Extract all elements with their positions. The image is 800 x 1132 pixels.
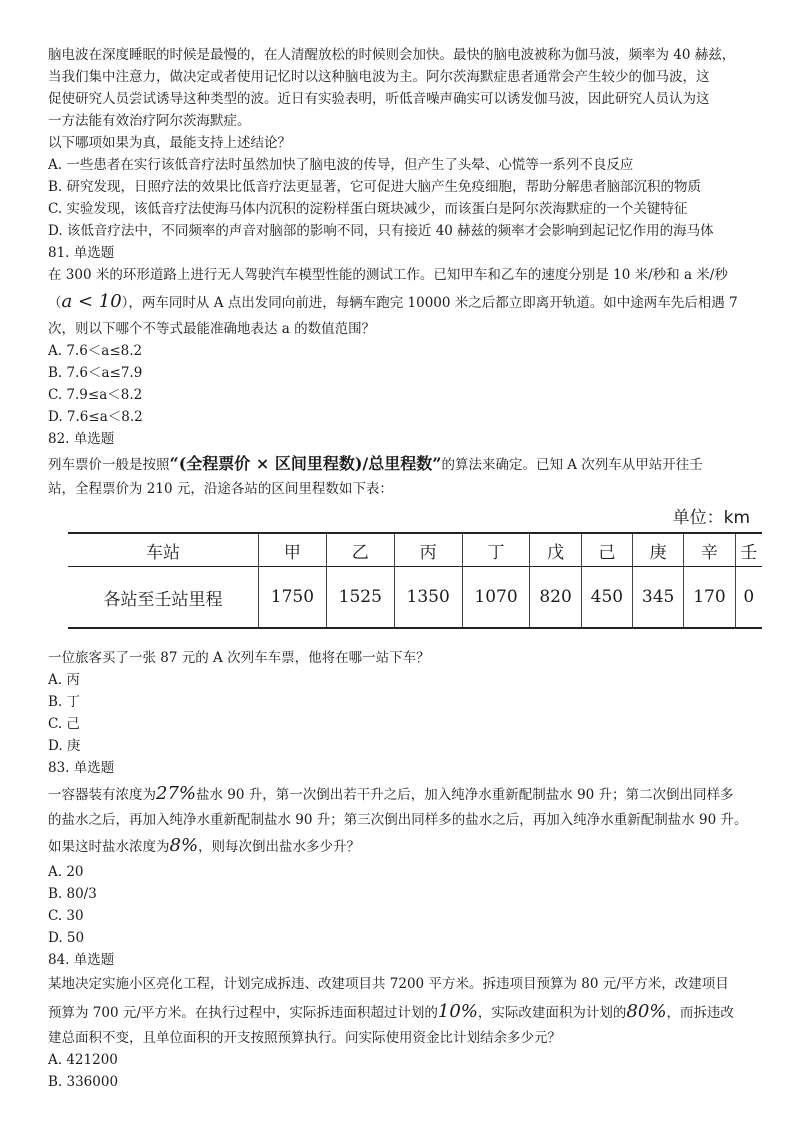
percent-80: 80% [626,1001,667,1022]
passage-line: 脑电波在深度睡眠的时候是最慢的，在人清醒放松的时候则会加快。最快的脑电波被称为伽马波，频率为 40 赫兹， [48,47,736,63]
stem-text: 一容器装有浓度为 [48,787,156,803]
question-81 [48,242,758,428]
table-header-label: 车站 [68,533,259,567]
option-a[interactable]: A. 丙 [48,672,80,688]
math-paren-close: ） [121,295,129,311]
stem-text: 预算为 700 元/平方米。在执行过程中，实际拆违面积超过计划的 [48,1005,438,1021]
stem-line: 次，则以下哪个不等式最能准确地表达 a 的数值范围？ [48,321,376,337]
passage-line: 促使研究人员尝试诱导这种类型的波。近日有实验表明，听低音噪声确实可以诱发伽马波，因此研究人员认为这 [48,91,710,107]
table-row [68,567,762,629]
question-label: 84. 单选题 [48,952,115,968]
option-c[interactable]: C. 实验发现，该低音疗法使海马体内沉积的淀粉样蛋白斑块减少，而该蛋白是阿尔茨海默症的一个关键特征 [48,201,688,217]
stem-text: 如果这时盐水浓度为 [48,839,170,855]
option-d[interactable]: D. 50 [48,930,85,946]
question-80 [48,44,758,242]
stem-text: ，而拆违改 [666,1005,734,1021]
stem-line [48,450,758,478]
table-header-cell: 辛 [684,533,735,567]
table-header-cell: 庚 [633,533,684,567]
stem-line: 建总面积不变，且单位面积的开支按照预算执行。问实际使用资金比计划结余多少元？ [48,1030,561,1046]
exam-page [48,44,758,1093]
table-header-cell: 乙 [326,533,394,567]
question-stem: 一位旅客买了一张 87 元的 A 次列车车票，他将在哪一站下车？ [48,650,430,666]
table-header-row [68,533,762,567]
stem-text: ，实际改建面积为计划的 [477,1005,627,1021]
distance-table [68,532,762,629]
table-cell: 1070 [462,567,530,629]
stem-text: ，两车同时从 A 点出发同向前进，每辆车跑完 10000 米之后都立即离开轨道。如中途两车先后相遇 7 [128,295,738,311]
option-c[interactable]: C. 30 [48,908,84,924]
option-b[interactable]: B. 研究发现，日照疗法的效果比低音疗法更显著，它可促进大脑产生免疫细胞，帮助分解患者脑部沉积的物质 [48,179,702,195]
stem-line: 的盐水之后，再加入纯净水重新配制盐水 90 升；第三次倒出同样多的盐水之后，再加入纯净水重新配制盐水 90 升。 [48,812,748,828]
option-d[interactable]: D. 该低音疗法中，不同频率的声音对脑部的影响不同，只有接近 40 赫兹的频率才会影响到起记忆作用的海马体 [48,223,714,239]
question-83 [48,757,758,949]
table-header-cell: 壬 [735,533,762,567]
table-cell: 820 [530,567,581,629]
stem-line [48,997,758,1027]
passage-line: 当我们集中注意力，做决定或者使用记忆时以这种脑电波为主。阿尔茨海默症患者通常会产生较少的伽马波，这 [48,69,710,85]
table-cell: 0 [735,567,762,629]
table-header-cell: 丙 [394,533,462,567]
table-cell: 345 [633,567,684,629]
question-82 [48,428,758,757]
question-label: 83. 单选题 [48,760,115,776]
math-paren-open: （ [48,295,62,311]
option-b[interactable]: B. 336000 [48,1074,119,1090]
question-label: 81. 单选题 [48,245,115,261]
option-a[interactable]: A. 一些患者在实行该低音疗法时虽然加快了脑电波的传导，但产生了头晕、心慌等一系列不良反应 [48,157,634,173]
concentration-27: 27% [156,783,197,804]
option-d[interactable]: D. 7.6≤a＜8.2 [48,409,143,425]
table-cell: 450 [581,567,632,629]
table-cell: 1350 [394,567,462,629]
option-a[interactable]: A. 421200 [48,1052,118,1068]
stem-line [48,286,758,318]
fare-formula: “(全程票价 × 区间里程数)/总里程数” [169,454,442,473]
option-b[interactable]: B. 80/3 [48,886,97,902]
stem-line: 某地决定实施小区亮化工程，计划完成拆违、改建项目共 7200 平方米。拆违项目预算为 80 元/平方米，改建项目 [48,976,729,992]
question-stem: 以下哪项如果为真，最能支持上述结论？ [48,135,291,151]
table-header-cell: 丁 [462,533,530,567]
option-c[interactable]: C. 7.9≤a＜8.2 [48,387,143,403]
stem-text: 列车票价一般是按照 [48,457,170,473]
table-cell: 170 [684,567,735,629]
table-cell: 1750 [259,567,327,629]
spacer [48,629,758,647]
stem-text: 的算法来确定。已知 A 次列车从甲站开往壬 [441,457,703,473]
table-header-cell: 甲 [259,533,327,567]
option-a[interactable]: A. 7.6＜a≤8.2 [48,343,143,359]
table-header-cell: 戊 [530,533,581,567]
option-b[interactable]: B. 丁 [48,694,81,710]
table-row-label: 各站至壬站里程 [68,567,259,629]
math-inequality: a < 10 [61,291,122,312]
option-d[interactable]: D. 庚 [48,738,81,754]
option-a[interactable]: A. 20 [48,864,84,880]
stem-line [48,779,758,809]
table-cell: 1525 [326,567,394,629]
option-b[interactable]: B. 7.6＜a≤7.9 [48,365,143,381]
concentration-8: 8% [169,835,199,856]
table-header-cell: 己 [581,533,632,567]
option-c[interactable]: C. 己 [48,716,80,732]
percent-10: 10% [437,1001,478,1022]
question-label: 82. 单选题 [48,431,115,447]
question-84 [48,949,758,1093]
unit-label: 单位：km [672,508,750,528]
passage-line: 一方法能有效治疗阿尔茨海默症。 [48,113,251,129]
stem-line: 站，全程票价为 210 元，沿途各站的区间里程数如下表： [48,481,393,497]
stem-text: ，则每次倒出盐水多少升？ [198,839,361,855]
stem-text: 盐水 90 升，第一次倒出若干升之后，加入纯净水重新配制盐水 90 升；第二次倒出同样多 [196,787,734,803]
stem-line: 在 300 米的环形道路上进行无人驾驶汽车模型性能的测试工作。已知甲车和乙车的速度分别是 10 米/秒和 a 米/秒 [48,267,728,283]
stem-line [48,831,758,861]
